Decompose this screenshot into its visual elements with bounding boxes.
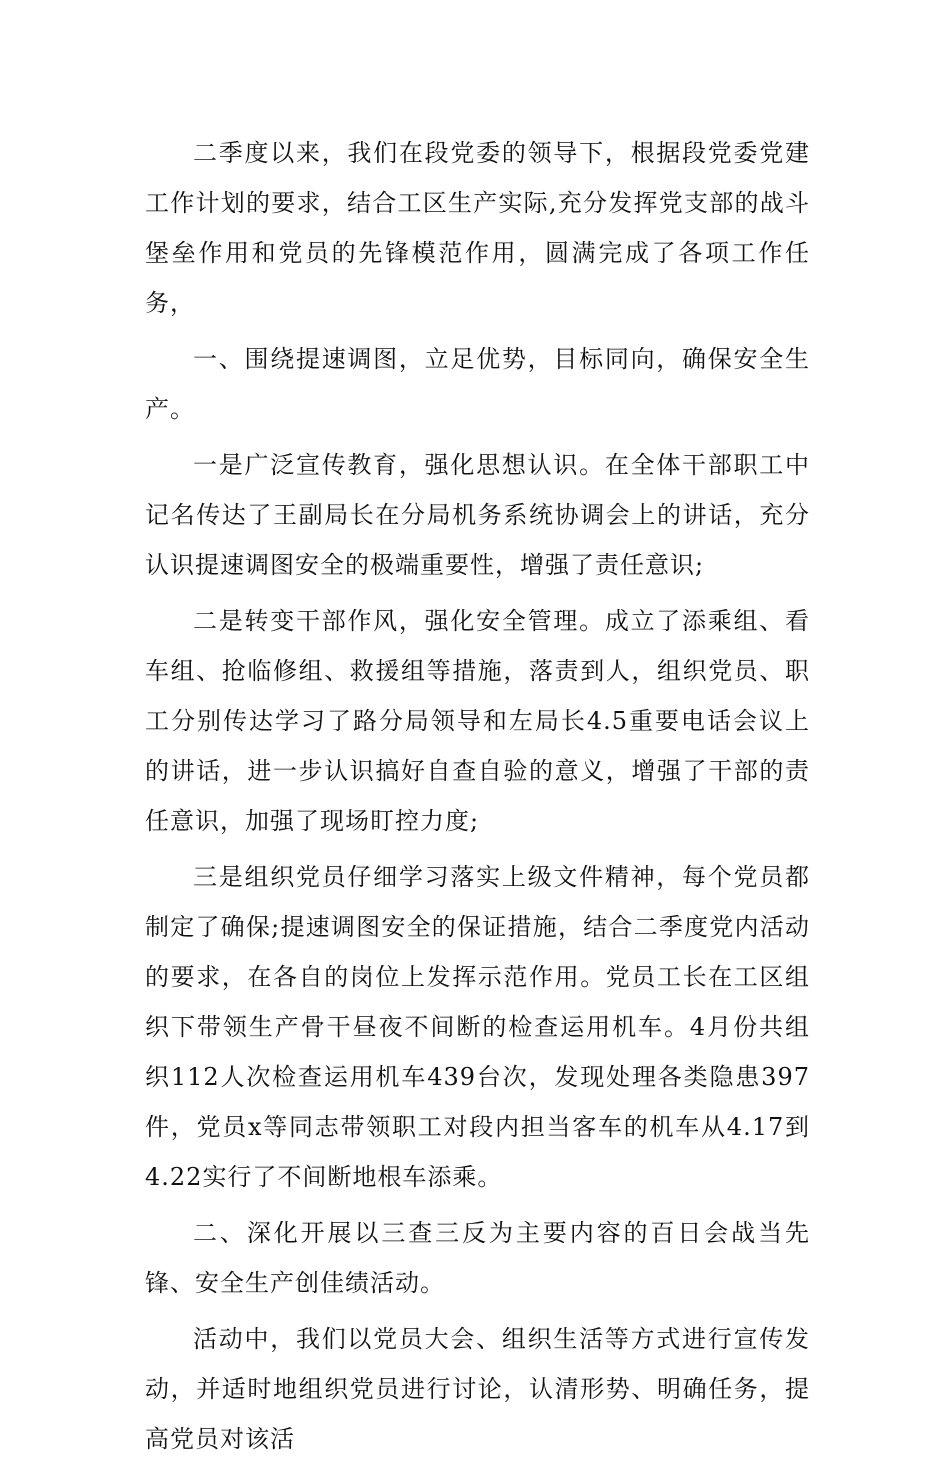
paragraph-point-three: 三是组织党员仔细学习落实上级文件精神，每个党员都制定了确保;提速调图安全的保证措施，结合二季度党内活动的要求，在各自的岗位上发挥示范作用。党员工长在工区组织下带领生产骨干昼夜不间断的检查运用机车。4月份共组织112人次检查运用机车439台次，发现处理各类隐患397件，党员x等同志带领职工对段内担当客车的机车从4.17到4.22实行了不间断地根车添乘。 [145,863,810,1191]
document-body [145,128,810,1470]
heading-section-two: 二、深化开展以三查三反为主要内容的百日会战当先锋、安全生产创佳绩活动。 [145,1219,810,1297]
paragraph-point-one: 一是广泛宣传教育，强化思想认识。在全体干部职工中记名传达了王副局长在分局机务系统协调会上的讲话，充分认识提速调图安全的极端重要性，增强了责任意识; [145,451,810,579]
paragraph-point-two: 二是转变干部作风，强化安全管理。成立了添乘组、看车组、抢临修组、救援组等措施，落责到人，组织党员、职工分别传达学习了路分局领导和左局长4.5重要电话会议上的讲话，进一步认识搞好自查自验的意义，增强了干部的责任意识，加强了现场盯控力度; [145,607,810,835]
heading-section-one: 一、围绕提速调图，立足优势，目标同向，确保安全生产。 [145,345,810,423]
paragraph-activity: 活动中，我们以党员大会、组织生活等方式进行宣传发动，并适时地组织党员进行讨论，认清形势、明确任务，提高党员对该活 [145,1325,810,1453]
paragraph-intro: 二季度以来，我们在段党委的领导下，根据段党委党建工作计划的要求，结合工区生产实际,充分发挥党支部的战斗堡垒作用和党员的先锋模范作用，圆满完成了各项工作任务， [145,139,810,317]
